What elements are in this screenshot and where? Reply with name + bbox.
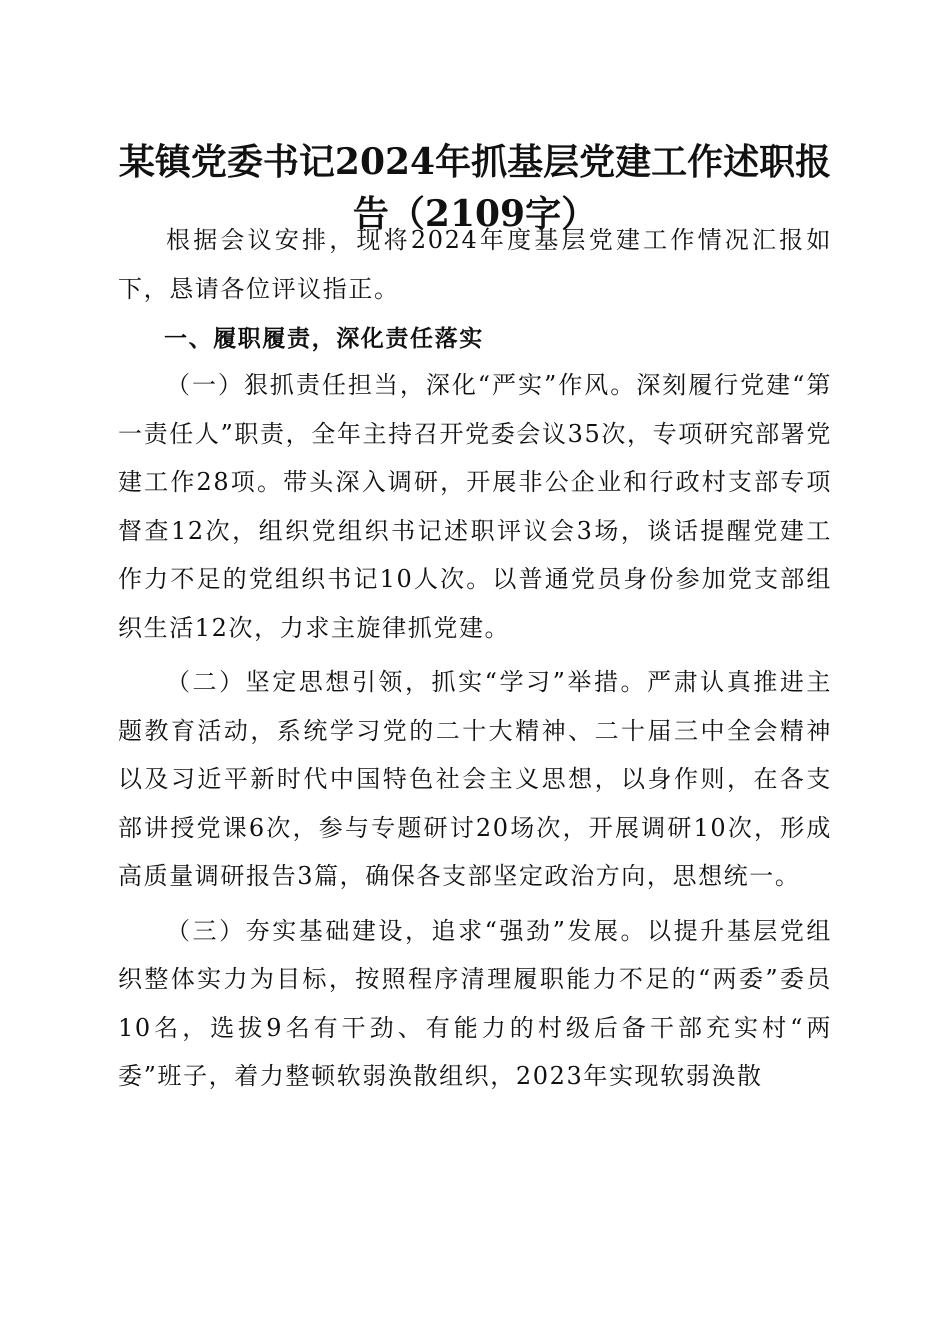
section-heading: 一、履职履责，深化责任落实 xyxy=(164,326,484,352)
paragraph-3: （三）夯实基础建设，追求“强劲”发展。以提升基层党组织整体实力为目标，按照程序清理履职能力不足的“两委”委员10名，选拔9名有干劲、有能力的村级后备干部充实村“两委”班子，着力整顿软弱涣散组织，2023年实现软弱涣散 xyxy=(118,916,832,1090)
document-body xyxy=(118,216,832,1101)
paragraph-2: （二）坚定思想引领，抓实“学习”举措。严肃认真推进主题教育活动，系统学习党的二十大精神、二十届三中全会精神以及习近平新时代中国特色社会主义思想，以身作则，在各支部讲授党课6次，参与专题研讨20场次，开展调研10次，形成高质量调研报告3篇，确保各支部坚定政治方向，思想统一。 xyxy=(118,668,832,890)
document-title: 某镇党委书记2024年抓基层党建工作述职报告（2109字） xyxy=(118,141,832,235)
paragraph-1: （一）狠抓责任担当，深化“严实”作风。深刻履行党建“第一责任人”职责，全年主持召开党委会议35次，专项研究部署党建工作28项。带头深入调研，开展非公企业和行政村支部专项督查12次，组织党组织书记述职评议会3场，谈话提醒党建工作力不足的党组织书记10人次。以普通党员身份参加党支部组织生活12次，力求主旋律抓党建。 xyxy=(118,371,832,642)
intro-paragraph: 根据会议安排，现将2024年度基层党建工作情况汇报如下，恳请各位评议指正。 xyxy=(118,226,832,303)
